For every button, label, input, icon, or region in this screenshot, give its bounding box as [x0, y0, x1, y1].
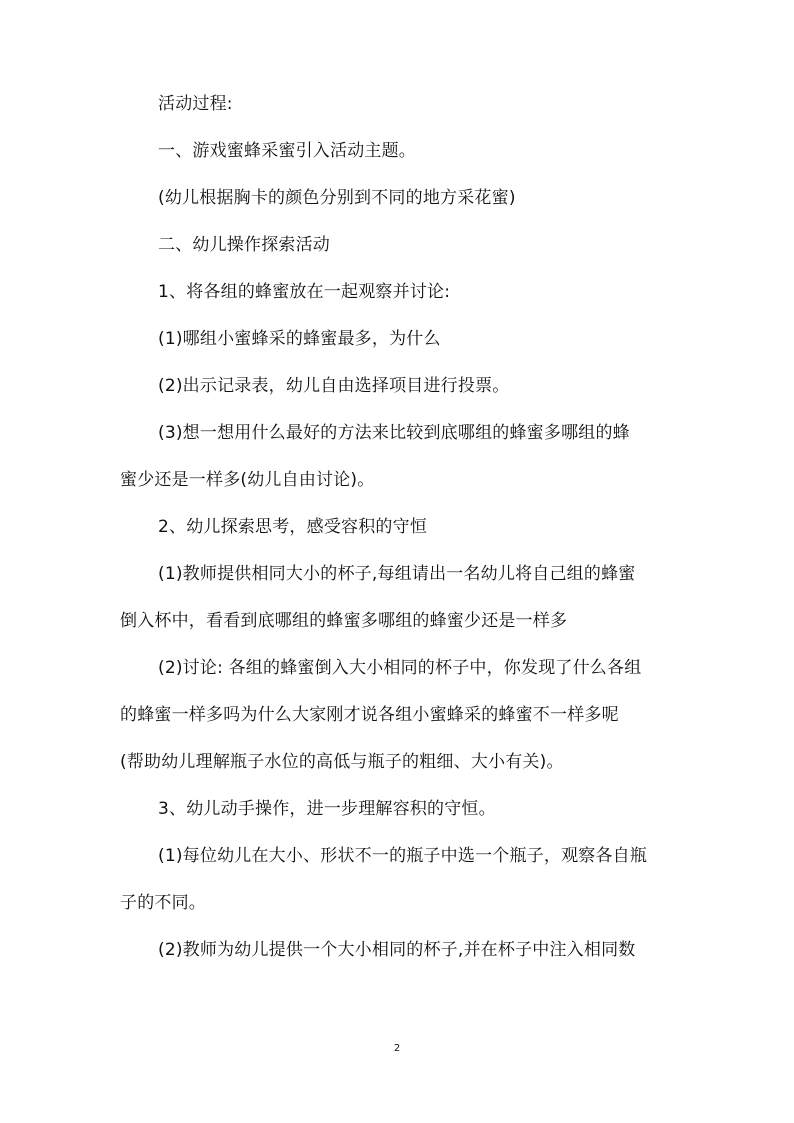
text-line: (1)教师提供相同大小的杯子,每组请出一名幼儿将自己组的蜂蜜 [158, 564, 636, 584]
text-line: (2)讨论: 各组的蜂蜜倒入大小相同的杯子中，你发现了什么各组 [158, 658, 642, 678]
text-line: (幼儿根据胸卡的颜色分别到不同的地方采花蜜) [158, 188, 516, 208]
text-line: 的蜂蜜一样多吗为什么大家刚才说各组小蜜蜂采的蜂蜜不一样多呢 [120, 705, 619, 725]
text-line: (1)哪组小蜜蜂采的蜂蜜最多，为什么 [158, 329, 441, 349]
page-number: 2 [393, 1043, 401, 1054]
text-line: 1、将各组的蜂蜜放在一起观察并讨论: [158, 282, 451, 302]
text-line: (2)出示记录表，幼儿自由选择项目进行投票。 [158, 376, 510, 396]
text-line: (2)教师为幼儿提供一个大小相同的杯子,并在杯子中注入相同数 [158, 940, 636, 960]
text-line: 倒入杯中，看看到底哪组的蜂蜜多哪组的蜂蜜少还是一样多 [120, 611, 568, 631]
text-line: (3)想一想用什么最好的方法来比较到底哪组的蜂蜜多哪组的蜂 [158, 423, 630, 443]
text-line: 子的不同。 [120, 893, 206, 913]
text-line: 一、游戏蜜蜂采蜜引入活动主题。 [158, 141, 416, 161]
text-line: (1)每位幼儿在大小、形状不一的瓶子中选一个瓶子，观察各自瓶 [158, 846, 648, 866]
text-line: 3、幼儿动手操作，进一步理解容积的守恒。 [158, 799, 496, 819]
text-line: (帮助幼儿理解瓶子水位的高低与瓶子的粗细、大小有关)。 [120, 752, 564, 772]
text-line: 蜜少还是一样多(幼儿自由讨论)。 [120, 470, 375, 490]
text-line: 二、幼儿操作探索活动 [158, 235, 330, 255]
text-line: 活动过程: [158, 94, 233, 114]
text-line: 2、幼儿探索思考，感受容积的守恒 [158, 517, 428, 537]
document-body [120, 92, 680, 962]
